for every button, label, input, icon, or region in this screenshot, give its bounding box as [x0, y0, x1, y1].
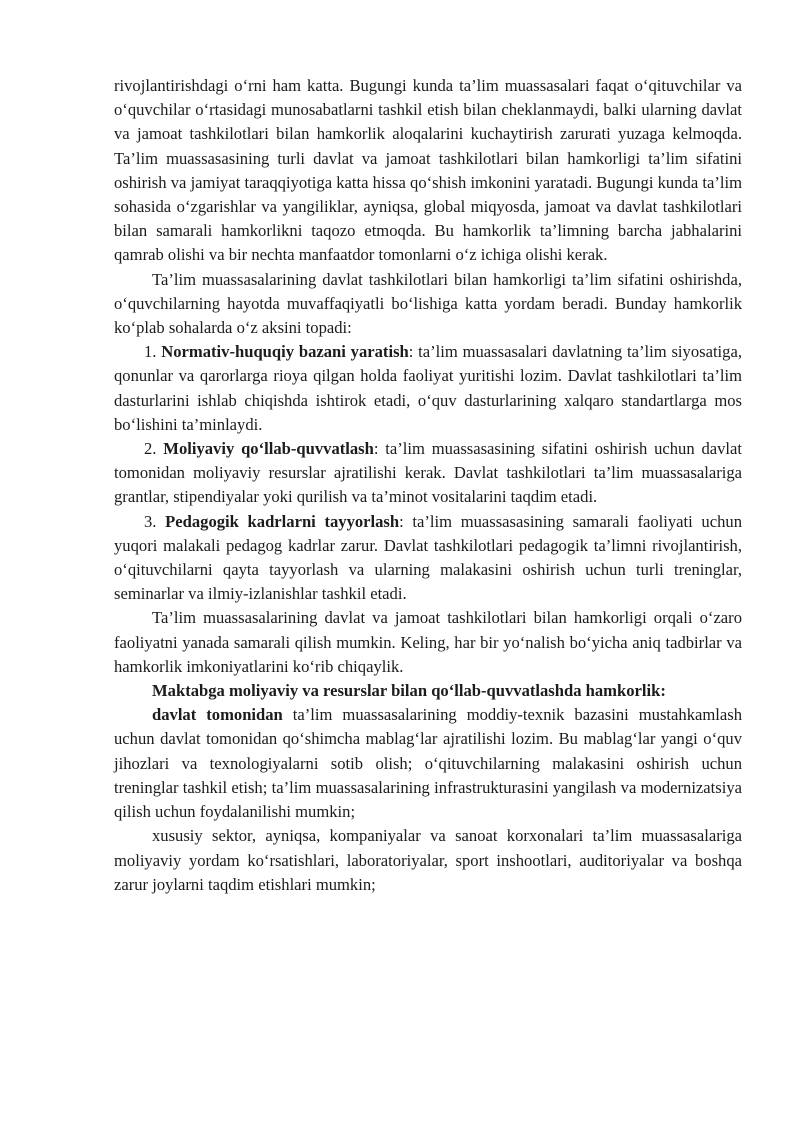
paragraph-private-sector: xususiy sektor, ayniqsa, kompaniyalar va sanoat korxonalari ta’lim muassasalariga moliyaviy yordam ko‘rsatishlari, laboratoriyalar, sport inshootlari, auditoriyalar va boshqa zarur joylarni taqdim etishlari mumkin; [114, 826, 742, 894]
list-number: 2. [144, 439, 157, 459]
list-number: 3. [144, 511, 157, 531]
section-heading [114, 679, 742, 703]
list-item-text: : ta’lim muassasasining sifatini oshirish uchun davlat tomonidan moliyaviy resurslar ajratilishi kerak. Davlat tashkilotlari ta’lim muassasalariga grantlar, stipendiyalar yoki qurilish va ta’minot vositalarini taqdim etadi. [114, 439, 743, 507]
section-heading-text: Maktabga moliyaviy va resurslar bilan qo‘llab-quvvatlashda hamkorlik: [152, 681, 666, 701]
list-item-title: Pedagogik kadrlarni tayyorlash [165, 511, 400, 531]
document-page [114, 74, 742, 897]
list-item-text: : ta’lim muassasalari davlatning ta’lim siyosatiga, qonunlar va qarorlarga rioya qilgan holda faoliyat yuritishi lozim. Davlat tashkilotlari ta’lim dasturlarini ishlab chiqishda ishtirok etadi, o‘quv dasturlarining xalqaro standartlarga mos bo‘lishini ta’minlaydi. [114, 342, 742, 434]
paragraph-intro: rivojlantirishdagi o‘rni ham katta. Bugungi kunda ta’lim muassasalari faqat o‘qituvchilar va o‘quvchilar o‘rtasidagi munosabatlarni tashkil etish bilan cheklanmaydi, balki ularning davlat va jamoat tashkilotlari bilan hamkorlik aloqalarini kuchaytirish zarurati yuzaga kelmoqda. Ta’lim muassasasining turli davlat va jamoat tashkilotlari bilan hamkorligi ta’lim sifatini oshirish va jamiyat taraqqiyotiga katta hissa qo‘shish imkonini yaratadi. Bugungi kunda ta’lim sohasida o‘zgarishlar va yangiliklar, ayniqsa, global miqyosda, jamoat va davlat tashkilotlari bilan samarali hamkorlikni taqozo etmoqda. Bu hamkorlik ta’limning barcha jabhalarini qamrab olishi va bir nechta manfaatdor tomonlarni o‘z ichiga olishi kerak. [114, 76, 742, 265]
paragraph-cooperation: Ta’lim muassasalarining davlat tashkilotlari bilan hamkorligi ta’lim sifatini oshirishda, o‘quvchilarning hayotda muvaffaqiyatli bo‘lishiga katta yordam beradi. Bunday hamkorlik ko‘plab sohalarda o‘z aksini topadi: [114, 269, 742, 338]
list-item-3 [114, 510, 742, 607]
paragraph-government [114, 703, 742, 824]
list-item-title: Moliyaviy qo‘llab-quvvatlash [163, 439, 374, 459]
list-number: 1. [144, 342, 157, 362]
list-item-title: Normativ-huquqiy bazani yaratish [161, 342, 409, 362]
paragraph-government-lead: davlat tomonidan [152, 705, 283, 725]
paragraph-government-text: ta’lim muassasalarining moddiy-texnik bazasini mustahkamlash uchun davlat tomonidan qo‘shimcha mablag‘lar ajratilishi lozim. Bu mablag‘lar yangi o‘quv jihozlari va texnologiyalarni sotib olish; o‘qituvchilarning malakasini oshirish uchun treninglar tashkil etish; ta’lim muassasalarining infrastrukturasini yangilash va modernizatsiya qilish uchun foydalanilishi mumkin; [114, 705, 742, 822]
list-item-text: : ta’lim muassasasining samarali faoliyati uchun yuqori malakali pedagog kadrlar zarur. Davlat tashkilotlari pedagogik ta’limni rivojlantirish, o‘qituvchilarni qayta tayyorlash va ularning malakasini oshirish uchun turli treninglar, seminarlar va ilmiy-izlanishlar tashkil etadi. [114, 511, 742, 604]
list-item-1 [114, 340, 742, 437]
list-item-2 [114, 437, 742, 510]
paragraph-directions: Ta’lim muassasalarining davlat va jamoat tashkilotlari bilan hamkorligi orqali o‘zaro faoliyatni yanada samarali qilish mumkin. Keling, har bir yo‘nalish bo‘yicha aniq tadbirlar va hamkorlik imkoniyatlarini ko‘rib chiqaylik. [114, 608, 742, 676]
